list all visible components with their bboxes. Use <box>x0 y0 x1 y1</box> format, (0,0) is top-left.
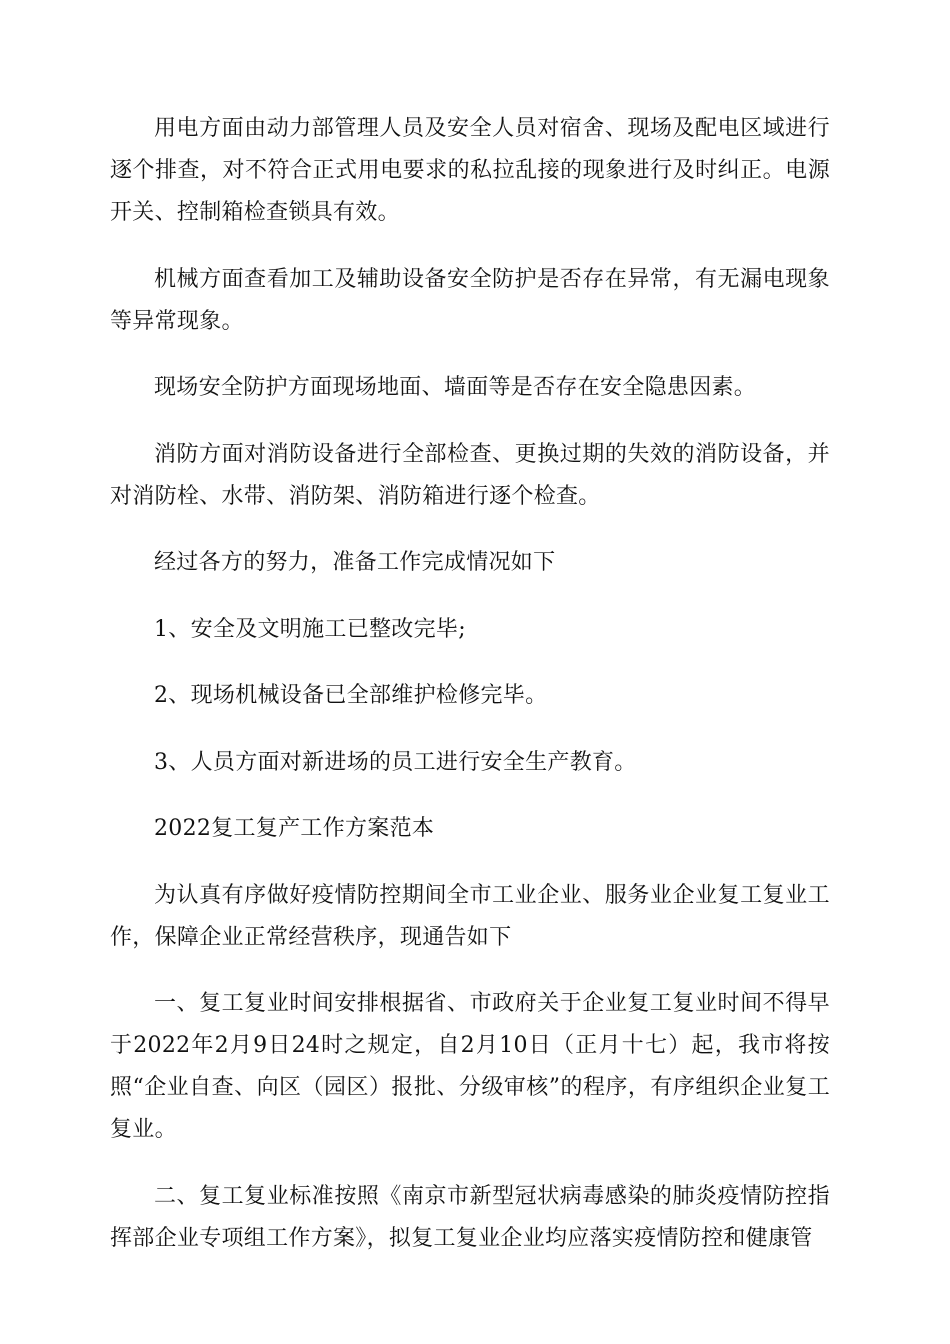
paragraph-fire-protection: 消防方面对消防设备进行全部检查、更换过期的失效的消防设备，并对消防栓、水带、消防架、消防箱进行逐个检查。 <box>110 441 830 509</box>
paragraph-notice-intro: 为认真有序做好疫情防控期间全市工业企业、服务业企业复工复业工作，保障企业正常经营秩序，现通告如下 <box>110 882 830 950</box>
section-heading: 2022复工复产工作方案范本 <box>154 816 435 841</box>
document-body <box>110 108 830 1284</box>
list-item-civilized-construction: 1、安全及文明施工已整改完毕; <box>154 616 466 642</box>
paragraph-machinery-check: 机械方面查看加工及辅助设备安全防护是否存在异常，有无漏电现象等异常现象。 <box>110 266 830 334</box>
list-item-staff-education: 3、人员方面对新进场的员工进行安全生产教育。 <box>154 749 637 775</box>
paragraph-electricity-check: 用电方面由动力部管理人员及安全人员对宿舍、现场及配电区域进行逐个排查，对不符合正式用电要求的私拉乱接的现象进行及时纠正。电源开关、控制箱检查锁具有效。 <box>110 116 830 225</box>
list-item-equipment-maintenance: 2、现场机械设备已全部维护检修完毕。 <box>154 683 548 708</box>
paragraph-resumption-schedule: 一、复工复业时间安排根据省、市政府关于企业复工复业时间不得早于2022年2月9日24时之规定，自2月10日（正月十七）起，我市将按照“企业自查、向区（园区）报批、分级审核”的程序，有序组织企业复工复业。 <box>110 991 830 1142</box>
paragraph-site-safety: 现场安全防护方面现场地面、墙面等是否存在安全隐患因素。 <box>154 375 757 400</box>
paragraph-preparation-summary: 经过各方的努力，准备工作完成情况如下 <box>154 550 556 575</box>
paragraph-resumption-standard: 二、复工复业标准按照《南京市新型冠状病毒感染的肺炎疫情防控指挥部企业专项组工作方案》，拟复工复业企业均应落实疫情防控和健康管 <box>110 1183 830 1251</box>
